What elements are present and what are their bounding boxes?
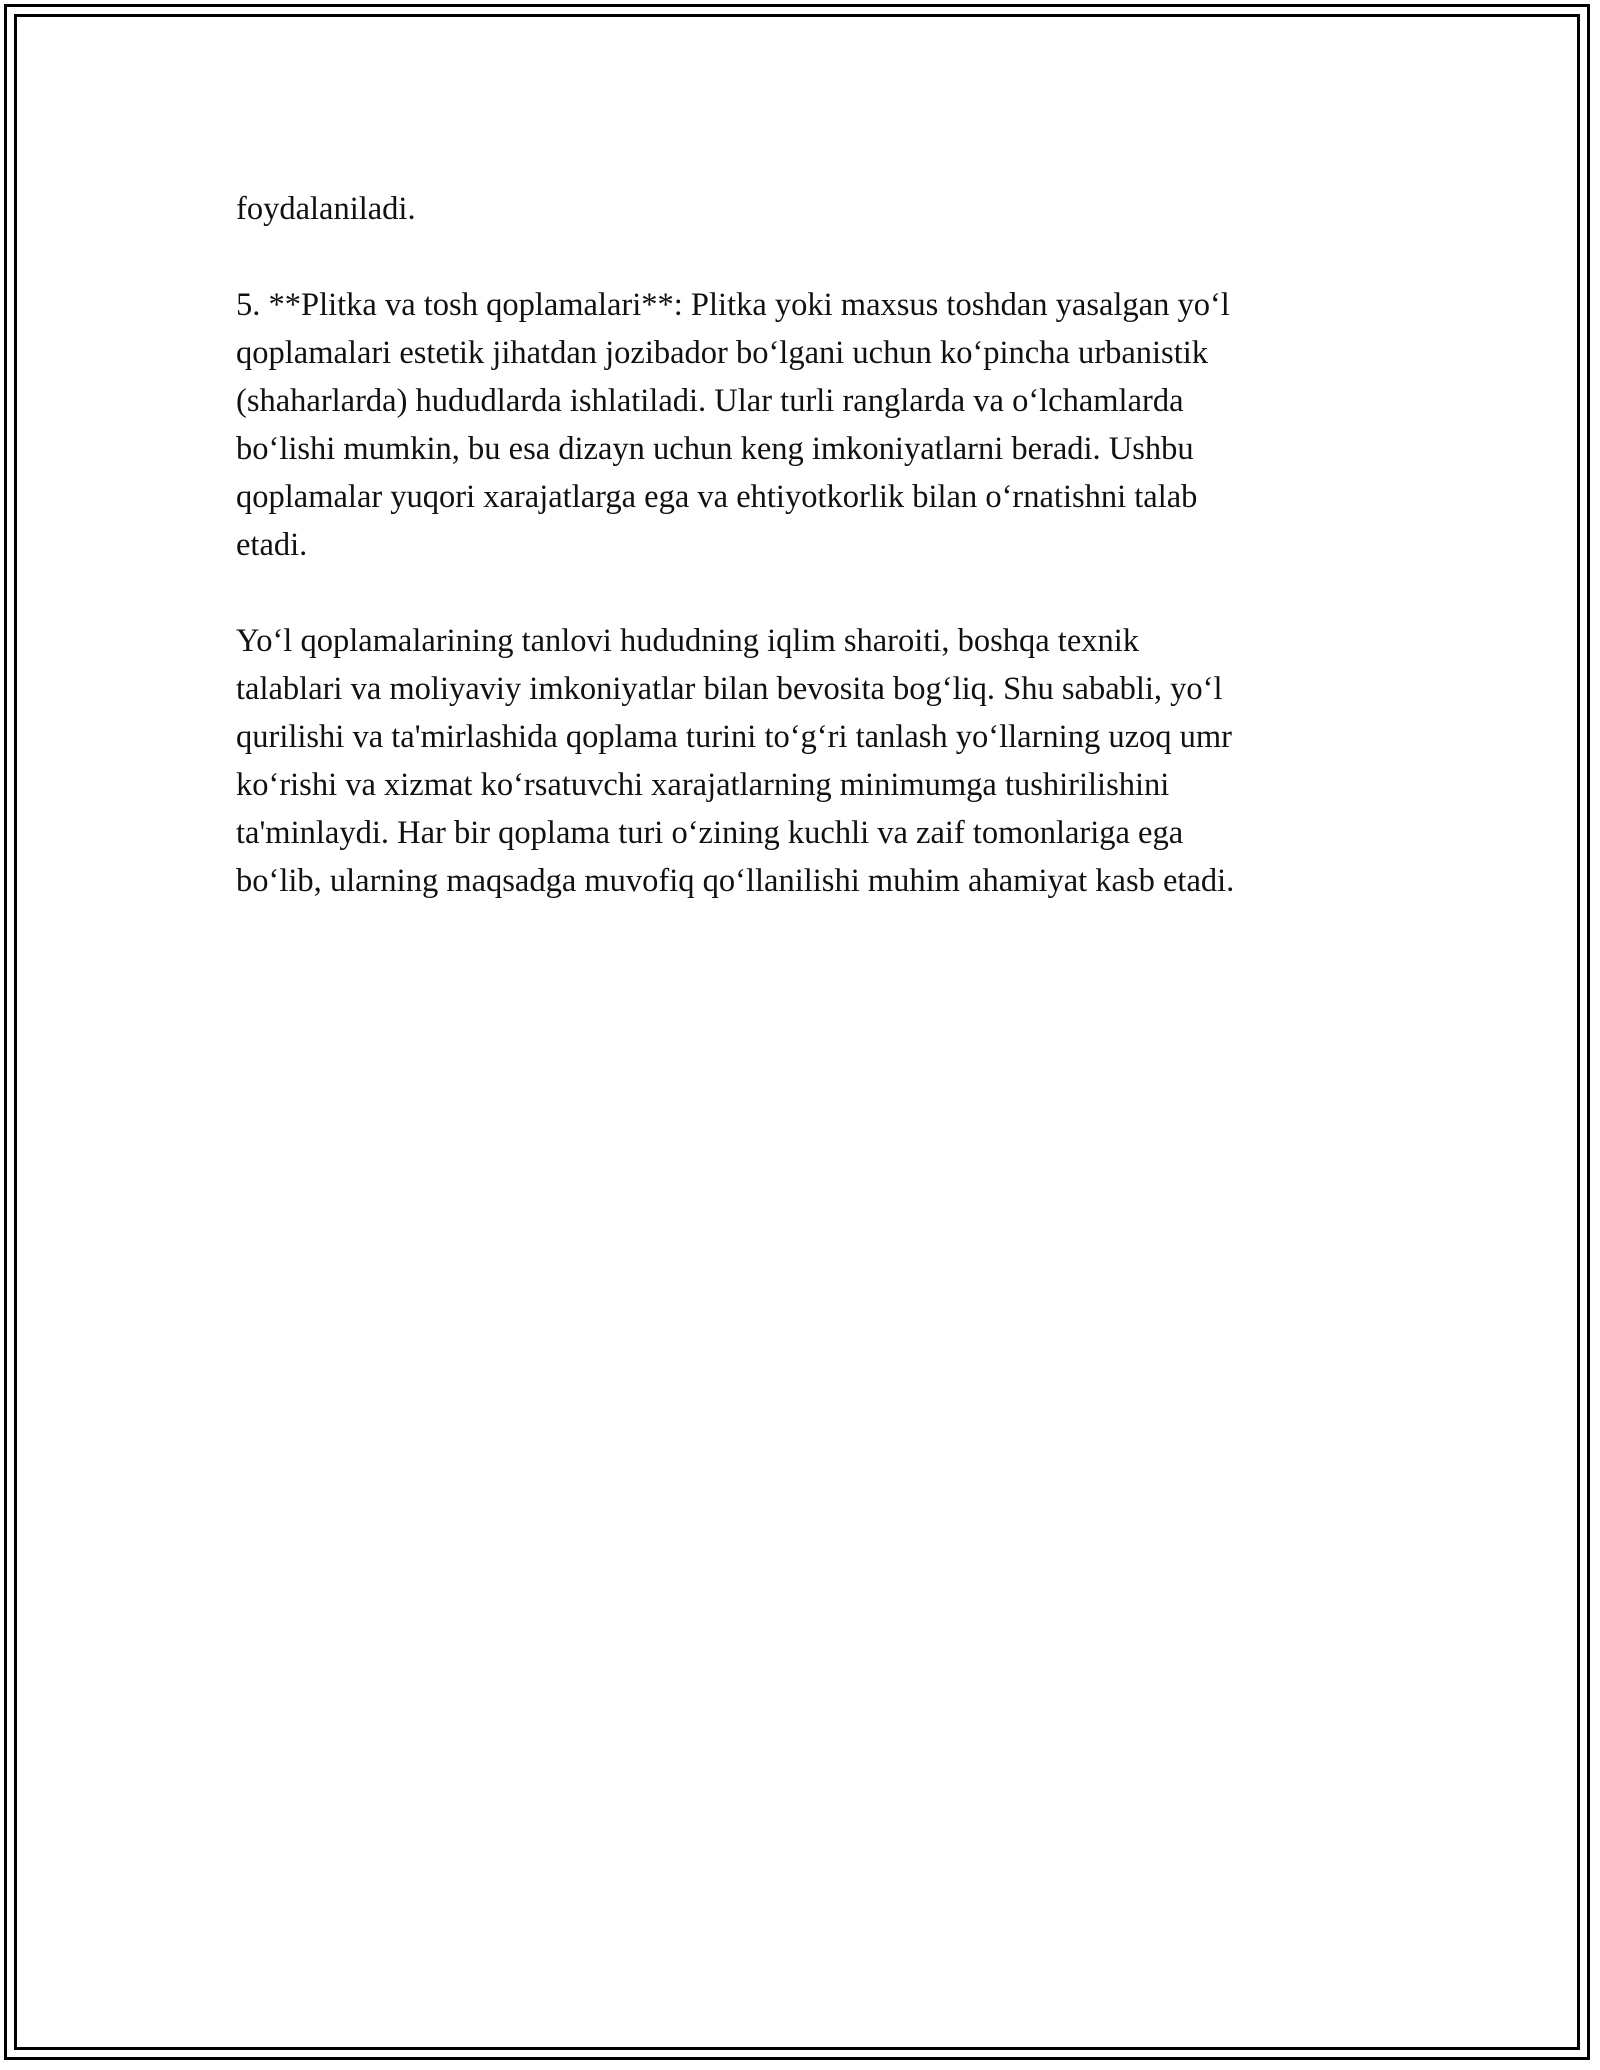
- text-line: Yo‘l qoplamalarining tanlovi hududning iqlim sharoiti, boshqa texnik: [236, 623, 1140, 659]
- text-line: bo‘lishi mumkin, bu esa dizayn uchun keng imkoniyatlarni beradi. Ushbu: [236, 431, 1194, 467]
- text-line: etadi.: [236, 527, 308, 563]
- paragraph-continuation: [236, 185, 1366, 233]
- text-line: qoplamalar yuqori xarajatlarga ega va ehtiyotkorlik bilan o‘rnatishni talab: [236, 479, 1198, 515]
- text-line: 5. **Plitka va tosh qoplamalari**: Plitka yoki maxsus toshdan yasalgan yo‘l: [236, 287, 1230, 323]
- document-body: [236, 185, 1366, 953]
- text-line: (shaharlarda) hududlarda ishlatiladi. Ular turli ranglarda va o‘lchamlarda: [236, 383, 1184, 419]
- text-line: ko‘rishi va xizmat ko‘rsatuvchi xarajatlarning minimumga tushirilishini: [236, 767, 1170, 803]
- text-line: bo‘lib, ularning maqsadga muvofiq qo‘llanilishi muhim ahamiyat kasb etadi.: [236, 863, 1235, 899]
- text-line: foydalaniladi.: [236, 191, 416, 227]
- paragraph-conclusion: [236, 617, 1366, 905]
- text-line: qurilishi va ta'mirlashida qoplama turini to‘g‘ri tanlash yo‘llarning uzoq umr: [236, 719, 1232, 755]
- paragraph-item-5: [236, 281, 1366, 569]
- text-line: talablari va moliyaviy imkoniyatlar bilan bevosita bog‘liq. Shu sababli, yo‘l: [236, 671, 1223, 707]
- text-line: qoplamalari estetik jihatdan jozibador bo‘lgani uchun ko‘pincha urbanistik: [236, 335, 1209, 371]
- text-line: ta'minlaydi. Har bir qoplama turi o‘zining kuchli va zaif tomonlariga ega: [236, 815, 1184, 851]
